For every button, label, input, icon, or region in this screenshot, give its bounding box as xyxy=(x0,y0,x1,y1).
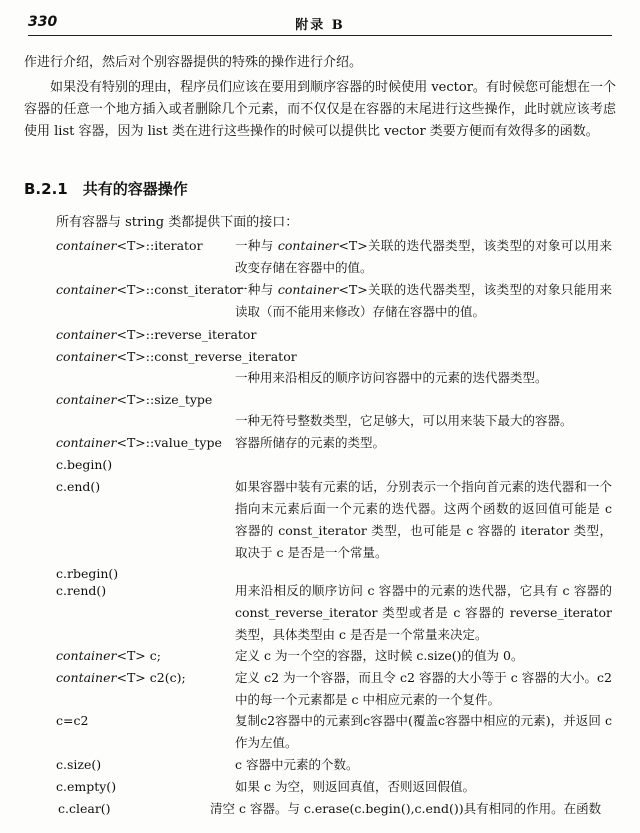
entry-term: container<T>::value_type xyxy=(56,435,222,450)
section-intro: 所有容器与 string 类都提供下面的接口： xyxy=(56,215,299,230)
entry-term: container<T> c; xyxy=(56,648,161,663)
page-header xyxy=(28,13,612,36)
entry-description: 定义 c2 为一个容器，而且令 c2 容器的大小等于 c 容器的大小。c2 中的每一个元素都是 c 中相应元素的一个复件。 xyxy=(235,670,612,707)
entry-description: c 容器中元素的个数。 xyxy=(235,757,359,772)
paragraph-continued: 作进行介绍，然后对个别容器提供的特殊的操作进行介绍。 xyxy=(24,55,363,70)
entry-term: c.begin() xyxy=(56,457,113,472)
entry-term: container<T>::const_reverse_iterator xyxy=(56,349,297,364)
entry-description: 如果容器中装有元素的话，分别表示一个指向首元素的迭代器和一个指向末元素后面一个元素的迭代器。这两个函数的返回值可能是 c 容器的 const_iterator 类型，也可能是 c 容器的 iterator 类型，取决于 c 是否是一个常量。 xyxy=(235,479,612,560)
running-title: 附录 B xyxy=(295,18,345,33)
entry-description: 容器所储存的元素的类型。 xyxy=(235,435,386,450)
entry-description: 用来沿相反的顺序访问 c 容器中的元素的迭代器，它具有 c 容器的 const_reverse_iterator 类型或者是 c 容器的 reverse_iterator 类型，具体类型由 c 是否是一个常量来决定。 xyxy=(235,583,612,642)
entry-description: 一种无符号整数类型，它足够大，可以用来装下最大的容器。 xyxy=(235,413,573,428)
entry-term: c.rbegin() xyxy=(56,566,119,581)
entry-description: 一种用来沿相反的顺序访问容器中的元素的迭代器类型。 xyxy=(235,370,548,385)
entry-term: container<T>::size_type xyxy=(56,392,213,407)
entry-description: 一种与 container<T>关联的迭代器类型，该类型的对象只能用来读取（而不能用来修改）存储在容器中的值。 xyxy=(235,282,612,319)
paragraph-vector-list: 如果没有特别的理由，程序员们应该在要用到顺序容器的时候使用 vector。有时候您可能想在一个容器的任意一个地方插入或者删除几个元素，而不仅仅是在容器的末尾进行这些操作，此时就应该考虑使用 list 容器，因为 list 类在进行这些操作的时候可以提供比 vector 类要方便而有效得多的函数。 xyxy=(24,80,616,139)
entry-description: 如果 c 为空，则返回真值，否则返回假值。 xyxy=(235,779,475,794)
page-number: 330 xyxy=(28,14,58,30)
entry-term: c.size() xyxy=(56,757,102,772)
entry-term: container<T>::iterator xyxy=(56,238,203,253)
entry-term: c.rend() xyxy=(56,583,107,598)
entry-term: c.clear() xyxy=(58,801,111,816)
entry-term: c.end() xyxy=(56,479,101,494)
entry-term: c=c2 xyxy=(56,713,89,728)
entry-description: 清空 c 容器。与 c.erase(c.begin(),c.end())具有相同的作用。在函数 xyxy=(210,801,602,816)
entry-description: 定义 c 为一个空的容器，这时候 c.size()的值为 0。 xyxy=(235,648,524,663)
entry-term: container<T>::reverse_iterator xyxy=(56,327,257,342)
entry-term: container<T> c2(c); xyxy=(56,670,186,685)
entry-description: 一种与 container<T>关联的迭代器类型，该类型的对象可以用来改变存储在容器中的值。 xyxy=(235,238,612,275)
entry-term: c.empty() xyxy=(56,779,117,794)
entry-term: container<T>::const_iterator xyxy=(56,282,243,297)
section-heading: B.2.1 共有的容器操作 xyxy=(24,180,188,198)
entry-description: 复制c2容器中的元素到c容器中(覆盖c容器中相应的元素)，并返回 c 作为左值。 xyxy=(235,713,612,750)
